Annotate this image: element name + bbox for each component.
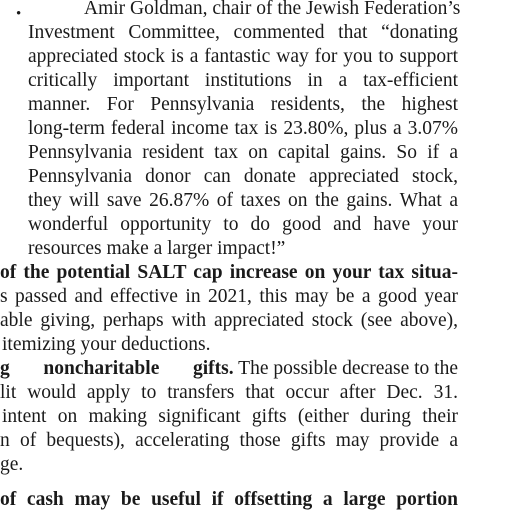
bullet-line-9: they will save 26.87% of taxes on the gains. What a	[28, 190, 458, 211]
gifts-heading-rest: The possible decrease to the	[233, 358, 458, 379]
bullet-marker: •	[16, 6, 22, 22]
cash-heading: of cash may be useful if offsetting a large portion	[0, 489, 458, 510]
bullet-line-2: Investment Committee, commented that “donating	[28, 22, 458, 43]
salt-line-2: able giving, perhaps with appreciated stock (see above),	[0, 310, 458, 331]
bullet-line-5: manner. For Pennsylvania residents, the highest	[28, 94, 458, 115]
bullet-line-6: long-term federal income tax is 23.80%, plus a 3.07%	[28, 118, 458, 139]
gifts-line-1: lit would apply to transfers that occur after Dec. 31.	[0, 382, 458, 403]
gifts-line-4: ge.	[0, 454, 24, 475]
bullet-line-7: Pennsylvania resident tax on capital gains. So if a	[28, 142, 458, 163]
gifts-line-2: intent on making significant gifts (either during their	[2, 406, 458, 427]
bullet-line-11: resources make a larger impact!”	[28, 238, 286, 259]
bullet-line-3: appreciated stock is a fantastic way for you to support	[28, 46, 458, 67]
gifts-line-3: n of bequests), accelerating those gifts may provide a	[0, 430, 458, 451]
salt-heading: of the potential SALT cap increase on your tax situa-	[0, 262, 458, 283]
gifts-heading-line	[0, 357, 458, 381]
bullet-line-1: Amir Goldman, chair of the Jewish Federation’s	[84, 0, 461, 19]
bullet-line-10: wonderful opportunity to do good and have your	[28, 214, 458, 235]
bullet-line-8: Pennsylvania donor can donate appreciated stock,	[28, 166, 458, 187]
gifts-heading: g noncharitable gifts.	[0, 358, 234, 379]
salt-line-1: s passed and effective in 2021, this may be a good year	[0, 286, 458, 307]
salt-line-3: itemizing your deductions.	[2, 334, 211, 355]
bullet-line-4: critically important institutions in a tax-efficient	[28, 70, 458, 91]
